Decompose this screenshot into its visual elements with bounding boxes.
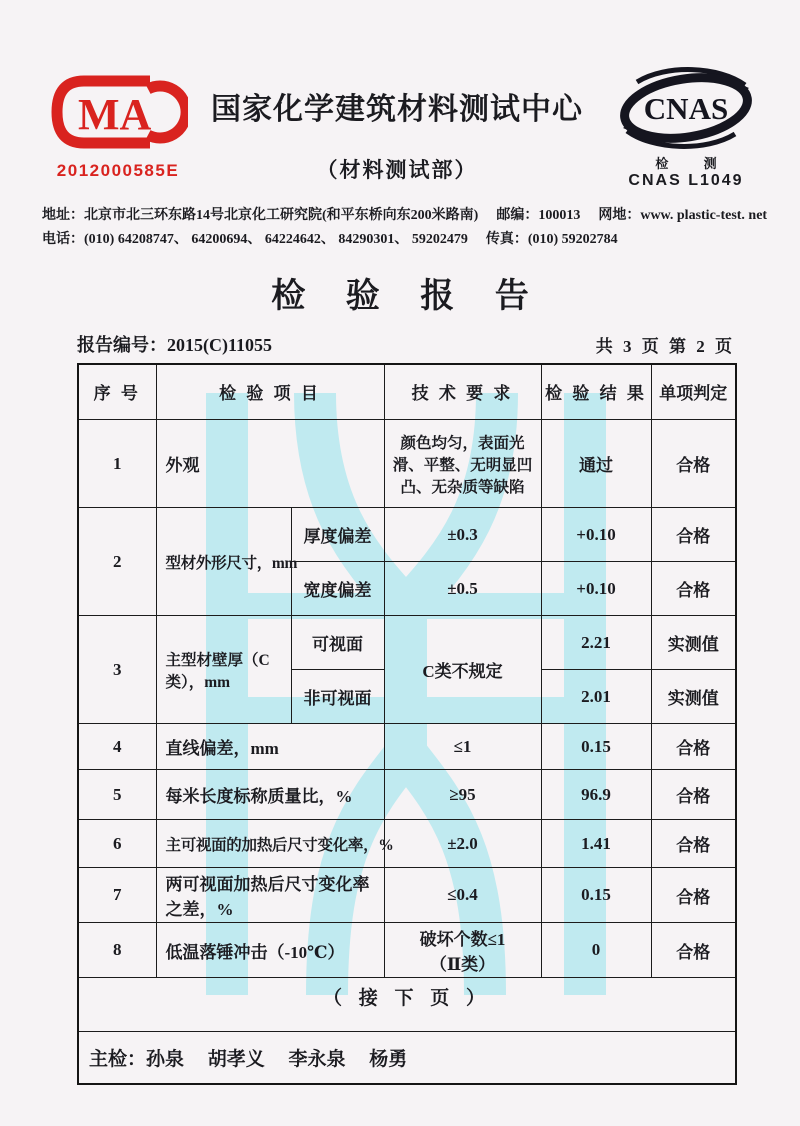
table-row — [78, 820, 736, 868]
cma-cert-number: 2012000585E — [56, 161, 180, 180]
header-requirement: 技 术 要 求 — [384, 364, 541, 420]
website-label: 网地： — [598, 208, 641, 223]
r7-verdict: 合格 — [651, 868, 736, 923]
continue-row — [78, 978, 736, 1032]
table-row — [78, 724, 736, 770]
r8-requirement — [384, 923, 541, 978]
inspector-names: 主检：孙泉 胡孝义 李永泉 杨勇 — [78, 1032, 736, 1084]
r4-verdict: 合格 — [651, 724, 736, 770]
r4-item: 直线偏差，mm — [156, 724, 384, 770]
report-meta — [77, 331, 735, 357]
r7-seq: 7 — [78, 868, 156, 923]
r2-requirement1: ±0.3 — [384, 508, 541, 562]
report-title: 检 验 报 告 — [271, 277, 545, 315]
r3-item: 主型材壁厚（C类），mm — [156, 616, 291, 724]
zip-label: 邮编： — [496, 208, 539, 223]
r1-result: 通过 — [541, 420, 651, 508]
r4-seq: 4 — [78, 724, 156, 770]
report-number-label: 报告编号： — [77, 334, 167, 355]
r2-item: 型材外形尺寸，mm — [156, 508, 291, 616]
svg-text:MA: MA — [78, 90, 152, 139]
r5-verdict: 合格 — [651, 770, 736, 820]
table-row — [78, 868, 736, 923]
report-number-value: 2015(C)11055 — [167, 334, 272, 355]
r1-verdict: 合格 — [651, 420, 736, 508]
org-dept: （材料测试部） — [316, 158, 478, 182]
zip-value: 100013 — [538, 208, 581, 223]
report-number — [77, 331, 272, 357]
r6-verdict: 合格 — [651, 820, 736, 868]
table-row — [78, 770, 736, 820]
table-row — [78, 508, 736, 562]
inspector-row — [78, 1032, 736, 1084]
address-label: 地址： — [42, 208, 84, 223]
r2-result2: +0.10 — [541, 562, 651, 616]
fax-label: 传真： — [485, 231, 528, 247]
contact-line-1 — [42, 204, 770, 228]
phone-label: 电话： — [42, 231, 84, 247]
r2-seq: 2 — [78, 508, 156, 616]
contact-info — [0, 190, 800, 252]
r2-sub2: 宽度偏差 — [291, 562, 384, 616]
r1-seq: 1 — [78, 420, 156, 508]
r1-requirement: 颜色均匀，表面光滑、平整、无明显凹凸、无杂质等缺陷 — [384, 420, 541, 508]
continue-note: （ 接 下 页 ） — [78, 978, 736, 1032]
cnas-scope-label: 检 测 — [655, 156, 733, 171]
r8-item: 低温落锤冲击（-10℃） — [156, 923, 384, 978]
r4-result: 0.15 — [541, 724, 651, 770]
table-row — [78, 420, 736, 508]
r2-verdict1: 合格 — [651, 508, 736, 562]
r6-seq: 6 — [78, 820, 156, 868]
r5-seq: 5 — [78, 770, 156, 820]
cma-logo-block — [42, 58, 194, 181]
header-seq: 序 号 — [78, 364, 156, 420]
r6-requirement: ±2.0 — [384, 820, 541, 868]
page-header — [0, 58, 800, 190]
pagination: 共 3 页 第 2 页 — [595, 336, 735, 356]
org-title-block — [194, 58, 600, 184]
r5-requirement: ≥95 — [384, 770, 541, 820]
r3-verdict2: 实测值 — [651, 670, 736, 724]
r5-item: 每米长度标称质量比，% — [156, 770, 384, 820]
address-value: 北京市北三环东路14号北京化工研究院(和平东桥向东200米路南) — [84, 208, 479, 223]
results-table-wrap — [77, 363, 735, 1085]
r3-sub2: 非可视面 — [291, 670, 384, 724]
r3-verdict1: 实测值 — [651, 616, 736, 670]
header-item: 检 验 项 目 — [156, 364, 384, 420]
website-value: www. plastic-test. net — [640, 208, 768, 223]
header-result: 检 验 结 果 — [541, 364, 651, 420]
org-name: 国家化学建筑材料测试中心 — [211, 93, 583, 126]
r3-result2: 2.01 — [541, 670, 651, 724]
cma-logo-icon — [48, 72, 188, 152]
header-verdict: 单项判定 — [651, 364, 736, 420]
cnas-accreditation-number: CNAS L1049 — [628, 172, 744, 189]
r8-requirement-line1: 破坏个数≤1 — [419, 930, 506, 950]
fax-value: (010) 59202784 — [527, 231, 618, 247]
results-table — [77, 363, 737, 1085]
r7-requirement: ≤0.4 — [384, 868, 541, 923]
svg-text:CNAS: CNAS — [643, 91, 729, 126]
r3-seq: 3 — [78, 616, 156, 724]
r7-result: 0.15 — [541, 868, 651, 923]
r2-result1: +0.10 — [541, 508, 651, 562]
r2-requirement2: ±0.5 — [384, 562, 541, 616]
r8-verdict: 合格 — [651, 923, 736, 978]
cnas-logo-block — [600, 58, 772, 190]
table-header-row — [78, 364, 736, 420]
r6-item: 主可视面的加热后尺寸变化率，% — [156, 820, 384, 868]
r3-result1: 2.21 — [541, 616, 651, 670]
r3-sub1: 可视面 — [291, 616, 384, 670]
r8-requirement-line2: （Ⅱ类） — [429, 955, 496, 975]
r2-verdict2: 合格 — [651, 562, 736, 616]
r1-item: 外观 — [156, 420, 384, 508]
r4-requirement: ≤1 — [384, 724, 541, 770]
r6-result: 1.41 — [541, 820, 651, 868]
r5-result: 96.9 — [541, 770, 651, 820]
r7-item: 两可视面加热后尺寸变化率之差，% — [156, 868, 384, 923]
r8-seq: 8 — [78, 923, 156, 978]
table-row — [78, 923, 736, 978]
contact-line-2 — [42, 228, 770, 252]
r2-sub1: 厚度偏差 — [291, 508, 384, 562]
table-row — [78, 616, 736, 670]
cnas-logo-icon — [607, 64, 765, 152]
r8-result: 0 — [541, 923, 651, 978]
phone-value: (010) 64208747、 64200694、 64224642、 84290301、 59202479 — [84, 231, 468, 247]
r3-requirement: C类不规定 — [384, 616, 541, 724]
